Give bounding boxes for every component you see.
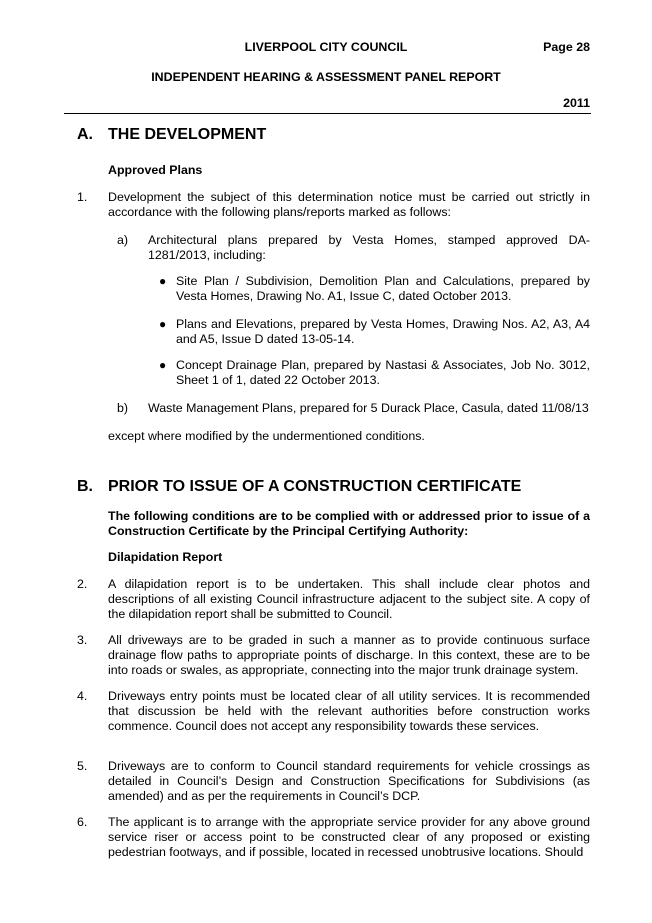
approved-plans-heading: Approved Plans — [108, 163, 203, 177]
item-3-text: All driveways are to be graded in such a manner as to provide continuous surface drainage flow paths to appropriate points of discharge. In this context, these are to be into roads or swales, as appropriate, connecting into the major trunk drainage system. — [108, 633, 590, 677]
item-1a-label: a) — [117, 233, 129, 247]
bullet-icon: ● — [159, 358, 167, 372]
item-1-text: Development the subject of this determination notice must be carried out strictly in accordance with the following plans/reports marked as follows: — [108, 190, 590, 219]
section-b-letter: B. — [77, 478, 93, 495]
dilapidation-report-heading: Dilapidation Report — [108, 550, 223, 564]
report-title: INDEPENDENT HEARING & ASSESSMENT PANEL REPORT — [151, 70, 501, 84]
item-1-number: 1. — [77, 190, 88, 204]
bullet-icon: ● — [159, 274, 167, 288]
page-number: Page 28 — [543, 40, 590, 54]
item-5-number: 5. — [77, 759, 88, 773]
section-a-letter: A. — [77, 126, 93, 143]
bullet-icon: ● — [159, 317, 167, 331]
section-b-intro: The following conditions are to be complied with or addressed prior to issue of a Construction Certificate by the Principal Certifying Authority: — [108, 509, 590, 538]
item-1a-text: Architectural plans prepared by Vesta Homes, stamped approved DA-1281/2013, including: — [148, 233, 590, 262]
report-year: 2011 — [563, 96, 590, 110]
item-1b-label: b) — [117, 401, 129, 415]
plan-bullet-1: Site Plan / Subdivision, Demolition Plan and Calculations, prepared by Vesta Homes, Drawing No. A1, Issue C, dated October 2013. — [176, 274, 590, 303]
plan-bullet-2: Plans and Elevations, prepared by Vesta Homes, Drawing Nos. A2, A3, A4 and A5, Issue D dated 13-05-14. — [176, 317, 590, 346]
council-name: LIVERPOOL CITY COUNCIL — [244, 40, 408, 54]
item-1b-text: Waste Management Plans, prepared for 5 Durack Place, Casula, dated 11/08/13 — [148, 401, 589, 415]
item-1-closing: except where modified by the undermentioned conditions. — [108, 429, 425, 443]
header-divider — [64, 113, 591, 114]
item-2-number: 2. — [77, 577, 88, 591]
item-4-text: Driveways entry points must be located clear of all utility services. It is recommended that discussion be held with the relevant authorities before construction works commence. Council does not accept any responsibility towards these services. — [108, 689, 590, 733]
item-6-text: The applicant is to arrange with the appropriate service provider for any above ground service riser or access point to be constructed clear of any proposed or existing pedestrian footways, and if possible, located in recessed unobtrusive locations. Should — [108, 815, 590, 859]
item-3-number: 3. — [77, 633, 88, 647]
item-4-number: 4. — [77, 689, 88, 703]
section-a-title: THE DEVELOPMENT — [108, 126, 267, 143]
item-5-text: Driveways are to conform to Council standard requirements for vehicle crossings as detailed in Council’s Design and Construction Specifications for Subdivisions (as amended) and as per the requirements in Council’s DCP. — [108, 759, 590, 803]
item-2-text: A dilapidation report is to be undertaken. This shall include clear photos and descriptions of all existing Council infrastructure adjacent to the subject site. A copy of the dilapidation report shall be submitted to Council. — [108, 577, 590, 621]
section-b-title: PRIOR TO ISSUE OF A CONSTRUCTION CERTIFICATE — [108, 478, 522, 495]
item-6-number: 6. — [77, 815, 88, 829]
plan-bullet-3: Concept Drainage Plan, prepared by Nastasi & Associates, Job No. 3012, Sheet 1 of 1, dated 22 October 2013. — [176, 358, 590, 387]
